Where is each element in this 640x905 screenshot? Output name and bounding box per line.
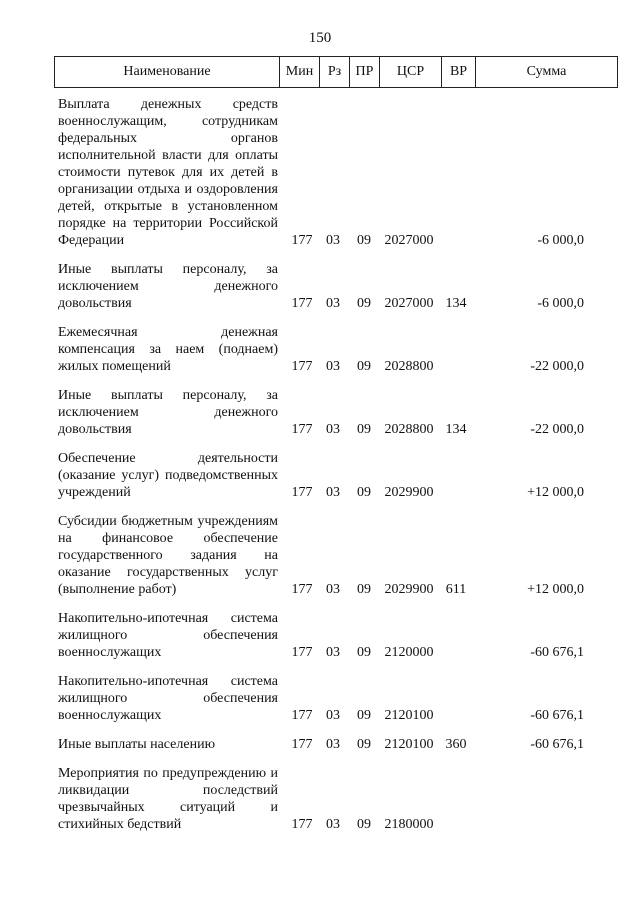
- row-csr: 2029900: [384, 485, 434, 500]
- row-rz: 03: [326, 359, 340, 374]
- row-rz: 03: [326, 737, 340, 752]
- row-csr: 2027000: [384, 296, 434, 311]
- row-sum: -22 000,0: [530, 422, 584, 437]
- table-row: [54, 261, 618, 312]
- header-sum: Сумма: [475, 57, 617, 87]
- row-sum: -60 676,1: [530, 708, 584, 723]
- row-vr: 134: [445, 422, 467, 437]
- row-csr: 2027000: [384, 233, 434, 248]
- row-sum: +12 000,0: [527, 485, 584, 500]
- row-csr: 2029900: [384, 582, 434, 597]
- row-rz: 03: [326, 233, 340, 248]
- page-number: 150: [308, 30, 332, 46]
- header-min: Мин: [279, 57, 319, 87]
- row-min: 177: [291, 485, 313, 500]
- header-pr: ПР: [349, 57, 379, 87]
- row-name: Иные выплаты персоналу, за исключением денежного довольствия: [58, 388, 278, 437]
- table-row: [54, 610, 618, 661]
- row-min: 177: [291, 737, 313, 752]
- row-min: 177: [291, 422, 313, 437]
- table-row: [54, 513, 618, 598]
- row-sum: -60 676,1: [530, 645, 584, 660]
- row-min: 177: [291, 233, 313, 248]
- row-name: Ежемесячная денежная компенсация за наем (поднаем) жилых помещений: [58, 325, 278, 374]
- row-min: 177: [291, 359, 313, 374]
- table-row: [54, 673, 618, 724]
- row-sum: +12 000,0: [527, 582, 584, 597]
- row-name: Выплата денежных средств военнослужащим, сотрудникам федеральных органов исполнительной власти для оплаты стоимости путевок для их детей в организации отдыха и оздоровления детей, открытые в установленном порядке на территории Российской Федерации: [58, 97, 278, 248]
- row-sum: -6 000,0: [537, 296, 584, 311]
- row-pr: 09: [357, 233, 371, 248]
- row-csr: 2120100: [384, 737, 434, 752]
- row-name: Иные выплаты населению: [58, 737, 216, 752]
- row-sum: -60 676,1: [530, 737, 584, 752]
- table-header: [54, 56, 618, 88]
- table-row: [54, 324, 618, 375]
- row-pr: 09: [357, 359, 371, 374]
- header-csr: ЦСР: [379, 57, 441, 87]
- row-name: Субсидии бюджетным учреждениям на финансовое обеспечение государственного задания на оказание государственных услуг (выполнение работ): [58, 514, 278, 597]
- row-pr: 09: [357, 296, 371, 311]
- row-pr: 09: [357, 422, 371, 437]
- row-vr: 360: [445, 737, 467, 752]
- row-name: Мероприятия по предупреждению и ликвидации последствий чрезвычайных ситуаций и стихийных бедствий: [58, 766, 278, 832]
- row-vr: 611: [445, 582, 467, 597]
- table-row: [54, 736, 618, 753]
- row-rz: 03: [326, 645, 340, 660]
- row-rz: 03: [326, 296, 340, 311]
- row-csr: 2180000: [384, 817, 434, 832]
- row-min: 177: [291, 817, 313, 832]
- row-min: 177: [291, 296, 313, 311]
- header-rz: Рз: [319, 57, 349, 87]
- row-rz: 03: [326, 708, 340, 723]
- header-vr: ВР: [441, 57, 475, 87]
- row-pr: 09: [357, 708, 371, 723]
- table-row: [54, 450, 618, 501]
- row-pr: 09: [357, 645, 371, 660]
- row-rz: 03: [326, 582, 340, 597]
- row-min: 177: [291, 582, 313, 597]
- row-name: Обеспечение деятельности (оказание услуг) подведомственных учреждений: [58, 451, 278, 500]
- header-name: Наименование: [123, 64, 211, 79]
- table-body: [54, 96, 618, 845]
- row-min: 177: [291, 708, 313, 723]
- row-name: Иные выплаты персоналу, за исключением денежного довольствия: [58, 262, 278, 311]
- row-rz: 03: [326, 422, 340, 437]
- row-vr: 134: [445, 296, 467, 311]
- row-csr: 2120000: [384, 645, 434, 660]
- row-pr: 09: [357, 817, 371, 832]
- table-row: [54, 765, 618, 833]
- row-pr: 09: [357, 582, 371, 597]
- row-csr: 2028800: [384, 422, 434, 437]
- row-name: Накопительно-ипотечная система жилищного обеспечения военнослужащих: [58, 674, 278, 723]
- row-pr: 09: [357, 737, 371, 752]
- row-sum: -6 000,0: [537, 233, 584, 248]
- table-row: [54, 387, 618, 438]
- row-name: Накопительно-ипотечная система жилищного обеспечения военнослужащих: [58, 611, 278, 660]
- row-min: 177: [291, 645, 313, 660]
- row-rz: 03: [326, 817, 340, 832]
- row-csr: 2120100: [384, 708, 434, 723]
- row-csr: 2028800: [384, 359, 434, 374]
- row-pr: 09: [357, 485, 371, 500]
- row-rz: 03: [326, 485, 340, 500]
- table-row: [54, 96, 618, 249]
- row-sum: -22 000,0: [530, 359, 584, 374]
